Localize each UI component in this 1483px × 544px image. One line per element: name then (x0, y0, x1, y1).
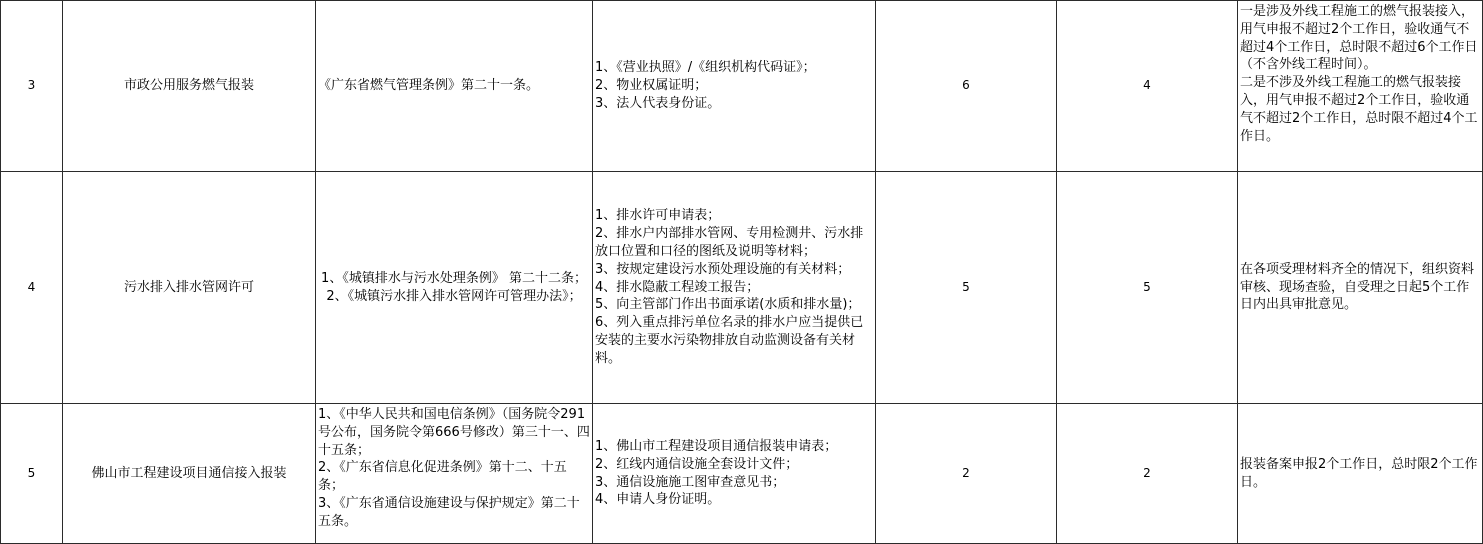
table-row (1, 1, 1483, 172)
material-line: 4、排水隐蔽工程竣工报告； (595, 279, 760, 295)
statutory-days: 5 (876, 172, 1057, 404)
legal-basis (316, 1, 593, 172)
note-line: 二是不涉及外线工程施工的燃气报装接入，用气申报不超过2个工作日，验收通气不超过2个工作日，总时限不超过4个工作日。 (1240, 75, 1478, 144)
statutory-days: 2 (876, 404, 1057, 544)
material-line: 4、申请人身份证明。 (595, 492, 721, 508)
material-line: 3、通信设施施工图审查意见书； (595, 474, 786, 490)
material-line: 2、红线内通信设施全套设计文件； (595, 456, 799, 472)
material-line: 5、向主管部门作出书面承诺(水质和排水量)； (595, 297, 861, 313)
required-materials (593, 1, 876, 172)
item-name: 佛山市工程建设项目通信接入报装 (63, 404, 316, 544)
required-materials (593, 172, 876, 404)
promised-days: 5 (1057, 172, 1238, 404)
row-index: 3 (1, 1, 63, 172)
basis-line: 2、《城镇污水排入排水管网许可管理办法》； (326, 288, 582, 304)
material-line: 3、按规定建设污水预处理设施的有关材料； (595, 261, 851, 277)
statutory-days: 6 (876, 1, 1057, 172)
table-row (1, 172, 1483, 404)
notes (1238, 172, 1483, 404)
notes (1238, 1, 1483, 172)
notes (1238, 404, 1483, 544)
material-line: 1、排水许可申请表； (595, 208, 721, 224)
material-line: 2、物业权属证明； (595, 78, 708, 94)
basis-line: 《广东省燃气管理条例》第二十一条。 (318, 78, 540, 94)
required-materials (593, 404, 876, 544)
basis-line: 1、《中华人民共和国电信条例》（国务院令291号公布，国务院令第666号修改）第三十一、四十五条； (318, 407, 590, 458)
item-name: 市政公用服务燃气报装 (63, 1, 316, 172)
material-line: 2、排水户内部排水管网、专用检测井、污水排放口位置和口径的图纸及说明等材料； (595, 226, 864, 259)
legal-basis (316, 404, 593, 544)
legal-basis (316, 172, 593, 404)
basis-line: 3、《广东省通信设施建设与保护规定》第二十五条。 (318, 495, 580, 529)
note-line: 一是涉及外线工程施工的燃气报装接入，用气申报不超过2个工作日，验收通气不超过4个工作日，总时限不超过6个工作日（不含外线工程时间）。 (1240, 4, 1478, 73)
row-index: 4 (1, 172, 63, 404)
item-name: 污水排入排水管网许可 (63, 172, 316, 404)
table-row (1, 404, 1483, 544)
material-line: 1、佛山市工程建设项目通信报装申请表； (595, 438, 838, 454)
promised-days: 2 (1057, 404, 1238, 544)
row-index: 5 (1, 404, 63, 544)
note-line: 报装备案申报2个工作日，总时限2个工作日。 (1240, 456, 1478, 490)
material-line: 1、《营业执照》/《组织机构代码证》； (595, 60, 816, 76)
note-line: 在各项受理材料齐全的情况下，组织资料审核、现场查验，自受理之日起5个工作日内出具审批意见。 (1240, 261, 1475, 313)
basis-line: 1、《城镇排水与污水处理条例》 第二十二条； (321, 270, 587, 286)
material-line: 6、列入重点排污单位名录的排水户应当提供已安装的主要水污染物排放自动监测设备有关材料。 (595, 315, 864, 366)
material-line: 3、法人代表身份证。 (595, 95, 721, 111)
promised-days: 4 (1057, 1, 1238, 172)
basis-line: 2、《广东省信息化促进条例》第十二、十五条； (318, 460, 567, 494)
